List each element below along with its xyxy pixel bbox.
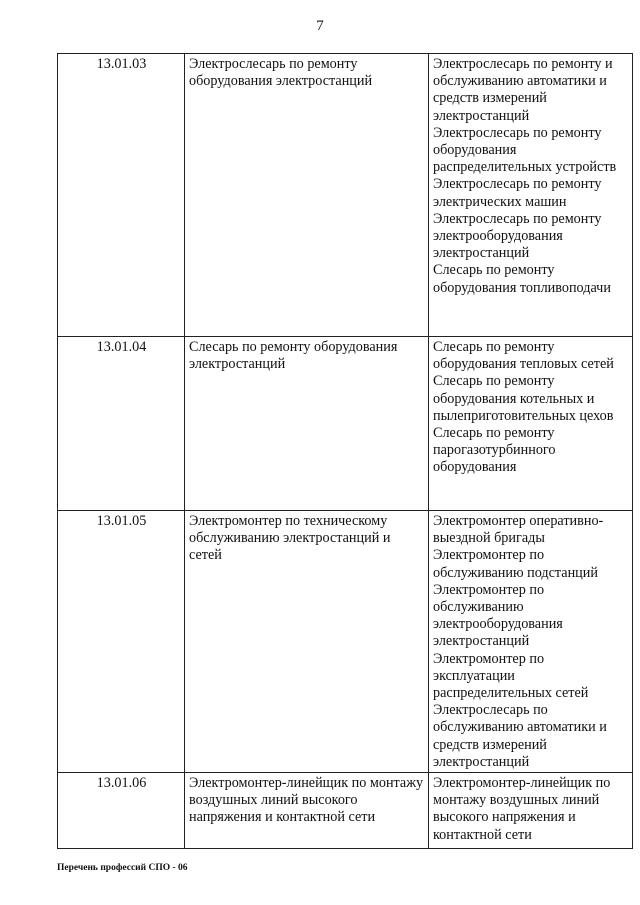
page-number: 7 (316, 18, 324, 34)
related-profession-item: Слесарь по ремонту оборудования тепловых сетей (433, 339, 614, 373)
profession-code: 13.01.03 (58, 54, 185, 337)
table-row (58, 54, 633, 337)
related-professions (429, 773, 633, 849)
profession-name: Электромонтер по техническому обслуживанию электростанций и сетей (185, 511, 429, 773)
related-professions (429, 337, 633, 511)
related-professions (429, 54, 633, 337)
related-profession-item: Электромонтер по обслуживанию подстанций (433, 547, 598, 581)
profession-name: Слесарь по ремонту оборудования электростанций (185, 337, 429, 511)
related-profession-item: Слесарь по ремонту оборудования топливоподачи (433, 262, 611, 296)
profession-code: 13.01.04 (58, 337, 185, 511)
related-profession-item: Слесарь по ремонту парогазотурбинного оборудования (433, 425, 556, 476)
profession-name: Электромонтер-линейщик по монтажу воздушных линий высокого напряжения и контактной сети (185, 773, 429, 849)
related-profession-item: Электрослесарь по ремонту электрооборудования электростанций (433, 210, 602, 262)
table-row (58, 773, 633, 849)
profession-code: 13.01.06 (58, 773, 185, 849)
related-profession-item: Слесарь по ремонту оборудования котельных и пылеприготовительных цехов (433, 373, 614, 424)
related-profession-item: Электрослесарь по ремонту оборудования распределительных устройств (433, 124, 617, 176)
profession-name: Электрослесарь по ремонту оборудования электростанций (185, 54, 429, 337)
profession-code: 13.01.05 (58, 511, 185, 773)
footer-text: Перечень профессий СПО - 06 (57, 863, 188, 873)
related-profession-item: Электромонтер оперативно-выездной бригады (433, 513, 604, 547)
related-profession-item: Электрослесарь по ремонту электрических машин (433, 176, 602, 210)
related-profession-item: Электрослесарь по обслуживанию автоматики и средств измерений электростанций (433, 702, 607, 770)
related-profession-item: Электромонтер по эксплуатации распределительных сетей (433, 650, 589, 702)
table-row (58, 511, 633, 773)
table-row (58, 337, 633, 511)
related-profession-item: Электрослесарь по ремонту и обслуживанию автоматики и средств измерений электростанций (433, 56, 613, 124)
related-profession-item: Электромонтер-линейщик по монтажу воздушных линий высокого напряжения и контактной сети (433, 775, 611, 843)
professions-table (57, 53, 633, 849)
related-profession-item: Электромонтер по обслуживанию электрооборудования электростанций (433, 581, 563, 650)
related-professions (429, 511, 633, 773)
